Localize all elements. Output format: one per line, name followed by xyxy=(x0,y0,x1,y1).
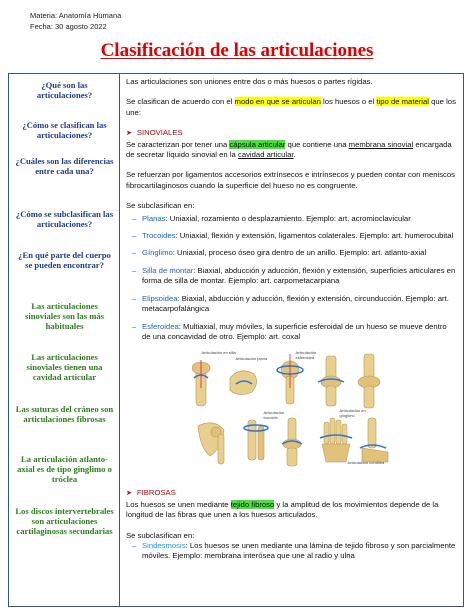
sinoviales-paragraph-2: Se refuerzan por ligamentos accesorios extrínsecos e intrínsecos y pueden contar con meniscos fibrocartilaginosos cuando la superficie del hueso no es congruente. xyxy=(126,170,456,190)
ball-joint-drawing xyxy=(277,354,303,404)
question-9: La articulación atlanto-axial es de tipo ginglimo o tróclea xyxy=(17,454,112,484)
list-item: – Gínglimo: Uniaxial, proceso óseo gira dentro de un anillo. Ejemplo: art. atlanto-axial xyxy=(131,248,427,258)
knee-joint-drawing xyxy=(358,354,380,408)
highlight-articulation-mode: modo en que se articulan xyxy=(234,97,321,107)
page-title: Clasificación de las articulaciones xyxy=(100,40,374,61)
intro-paragraph: Las articulaciones son uniones entre dos o más huesos o partes rígidas. xyxy=(126,77,373,86)
questions-column xyxy=(9,74,120,606)
hinge-joint-drawing xyxy=(318,356,344,406)
pivot-joint-drawing xyxy=(244,420,268,460)
question-8: Las suturas del cráneo son articulaciones fibrosas xyxy=(15,404,114,424)
answers-column xyxy=(120,74,463,606)
question-2: ¿Cómo se clasifican las articulaciones? xyxy=(22,120,107,140)
question-5: ¿En qué parte del cuerpo se pueden encontrar? xyxy=(18,250,111,270)
elbow-drawing xyxy=(282,418,302,466)
highlight-material-type: tipo de material xyxy=(376,97,429,107)
question-6: Las articulaciones sinoviales son las más habituales xyxy=(24,301,105,331)
list-item: – Planas: Uniaxial, rozamiento o desplazamiento. Ejemplo: art. acromioclavicular xyxy=(131,213,411,223)
question-1: ¿Qué son las articulaciones? xyxy=(36,80,93,100)
highlight-tejido-fibroso: tejido fibroso xyxy=(230,499,275,509)
figure-caption: Articulación condílea xyxy=(347,460,385,466)
plane-joint-drawing xyxy=(230,371,257,395)
subject-label: Materia: Anatomía Humana xyxy=(30,11,122,20)
question-7: Las articulaciones sinoviales tienen una cavidad articular xyxy=(26,352,103,382)
notes-table xyxy=(8,73,464,607)
foot-drawing xyxy=(360,418,388,462)
arrow-right-icon: ➤ xyxy=(126,130,132,138)
section-heading-fibrosas: ➤ FIBROSAS xyxy=(126,488,176,498)
joint-types-illustration xyxy=(192,348,392,478)
list-item: – Trocoides: Uniaxial, flexión y extensión, ligamentos colaterales. Ejemplo: art. humerocubital xyxy=(131,231,454,241)
fibrosas-paragraph: Los huesos se unen mediante tejido fibroso y la amplitud de los movimientos depende de la longitud de las fibras que unen a los huesos articulados. xyxy=(126,499,439,520)
highlight-capsula: cápsula articular xyxy=(229,139,286,149)
subclass-label: Se subclasifican en: xyxy=(126,201,195,211)
figure-caption: Articulación plana xyxy=(235,356,268,362)
list-item: – Elipsoidea: Biaxial, abducción y aducción, flexión y extensión, circunducción. Ejemplo: art. metacarpofalángica xyxy=(131,293,449,314)
saddle-joint-drawing xyxy=(192,360,210,406)
arrow-right-icon: ➤ xyxy=(126,490,132,498)
question-3: ¿Cuáles son las diferencias entre cada una? xyxy=(15,156,114,176)
hand-drawing xyxy=(320,418,352,462)
header-meta xyxy=(30,10,121,32)
figure-caption: Articulación en gínglimo xyxy=(339,408,366,419)
question-4: ¿Cómo se subclasifican las articulaciones? xyxy=(15,209,114,229)
figure-caption: Articulación esferoidea xyxy=(295,350,317,361)
list-item: – Silla de montar: Biaxial, abducción y aducción, flexión y extensión, superficies articulares en forma de silla de montar. Ejemplo: art. carpometacarpiana xyxy=(131,265,456,286)
figure-caption: Articulación trocoide xyxy=(263,410,285,421)
shoulder-drawing xyxy=(198,423,224,464)
list-item: – Sindesmosis: Los huesos se unen mediante una lámina de tejido fibroso y son parcialmente móviles. Ejemplo: membrana interósea que une al radio y ulna xyxy=(131,540,456,561)
classification-paragraph: Se clasifican de acuerdo con el modo en que se articulan los huesos o el tipo de material que los une: xyxy=(126,97,456,117)
sinoviales-paragraph-1: Se caracterizan por tener una cápsula articular que contiene una membrana sinovial encargada de secretar líquido sinovial en la cavidad articular. xyxy=(126,139,452,160)
section-heading-sinoviales: ➤ SINOVIALES xyxy=(126,128,183,138)
fibrosas-subclass-label: Se subclasifican en: xyxy=(126,530,195,540)
date-label: Fecha: 30 agosto 2022 xyxy=(30,22,107,31)
figure-caption: Articulación en silla xyxy=(201,350,236,356)
question-10: Los discos intervertebrales son articulaciones cartilaginosas secundarias xyxy=(15,506,114,536)
list-item: – Esferoidea: Multiaxial, muy móviles, la superficie esferoidal de un hueso se mueve dentro de una concavidad de otro. Ejemplo: art. coxal xyxy=(131,321,447,341)
